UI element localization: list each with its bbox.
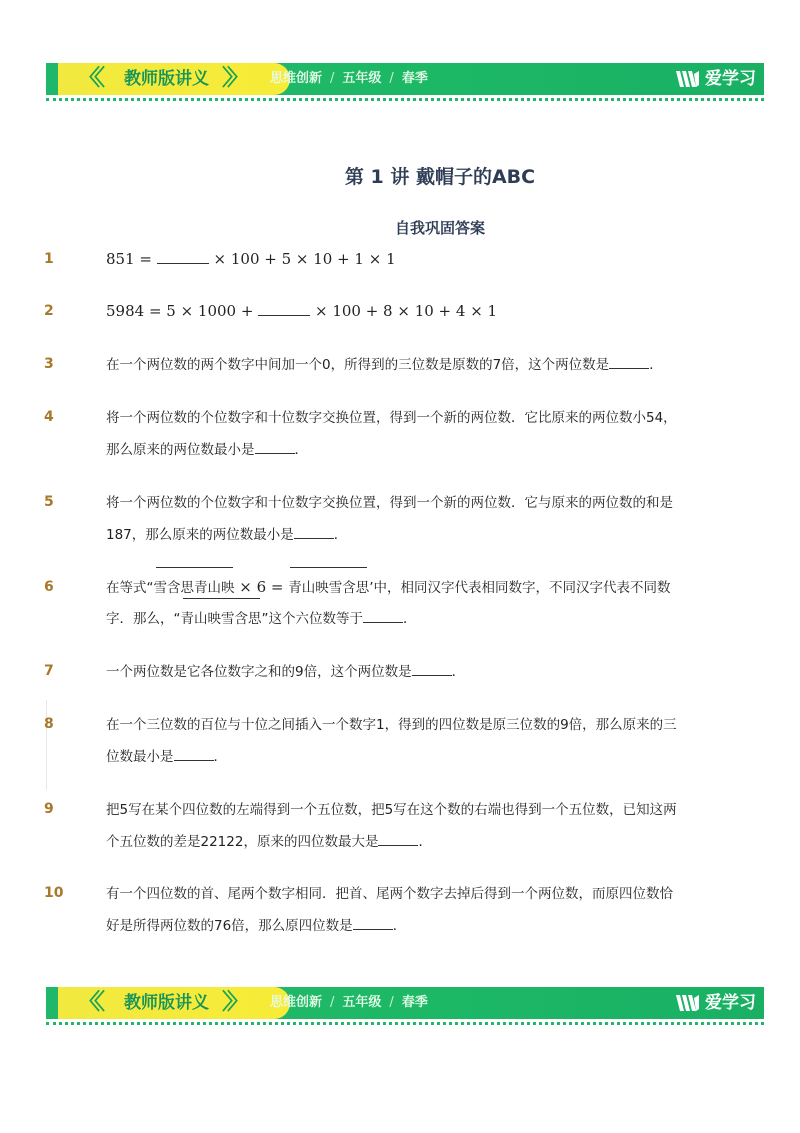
logo-text: 爱学习 [705,993,756,1013]
question-text [106,301,497,321]
double-chevron-right-icon: 〉〉 [222,66,244,91]
double-chevron-left-icon: 〈〈 [78,990,100,1015]
question-text [106,577,671,598]
overlined-number: 青山映雪含思 [180,611,262,627]
question-sentence: 个五位数的差是22122，原来的四位数最大是 [106,834,379,850]
answer-blank [255,441,295,454]
footer-divider [46,1022,764,1025]
breadcrumb-subject: 思维创新 [270,995,323,1010]
question-sentence: 在一个两位数的两个数字中间加一个0，所得到的三位数是原数的7倍，这个两位数是 [106,357,610,373]
equation-part: × 6 = [234,578,289,596]
question-end: ． [649,357,663,373]
overlined-number: 雪含思青山映 [153,580,235,596]
answer-blank [412,663,452,676]
answer-blank [378,833,418,846]
question-text [106,747,227,767]
question-text [106,832,432,852]
question-sentence: 好是所得两位数的76倍，那么原四位数是 [106,918,353,934]
question-sentence: ”这个六位数等于 [261,611,363,627]
book-stripes-icon [675,992,701,1014]
question-text [106,440,308,460]
answer-blank [353,917,393,930]
brand-label: 教师版讲义 [124,69,209,89]
question-text [106,662,465,682]
double-chevron-right-icon: 〉〉 [222,990,244,1015]
breadcrumb [270,71,428,87]
equation-part: 851 = [106,250,157,268]
breadcrumb-term: 春季 [401,71,428,86]
question-text: 将一个两位数的个位数字和十位数字交换位置，得到一个新的两位数．它比原来的两位数小54， [106,410,677,426]
equation-part: × 100 + 5 × 10 + 1 × 1 [208,250,396,268]
section-title: 自我巩固答案 [394,219,485,237]
question-sentence: 在等式“ [106,580,154,596]
breadcrumb-separator: / [389,71,394,86]
question-text [106,609,417,629]
question-number: 2 [44,303,54,319]
question-sentence: 一个两位数是它各位数字之和的9倍，这个两位数是 [106,664,412,680]
header-banner [46,63,764,95]
breadcrumb-separator: / [389,995,394,1010]
question-end: ． [333,527,348,543]
breadcrumb-term: 春季 [401,995,428,1010]
answer-blank [157,251,209,264]
question-end: ． [418,834,432,850]
question-text: 将一个两位数的个位数字和十位数字交换位置，得到一个新的两位数．它与原来的两位数的和是 [106,495,673,511]
equation-part: 5984 = 5 × 1000 + [106,302,259,320]
double-chevron-left-icon: 〈〈 [78,66,100,91]
question-text: 把5写在某个四位数的左端得到一个五位数，把5写在这个数的右端也得到一个五位数，已知这两 [106,802,677,818]
answer-blank [258,303,310,316]
question-end: ． [451,664,466,680]
breadcrumb-separator: / [330,71,335,86]
breadcrumb-subject: 思维创新 [270,71,323,86]
header-divider [46,98,764,101]
answer-blank [609,356,649,369]
question-number: 9 [44,801,54,817]
question-number: 8 [44,716,54,732]
question-number: 6 [44,579,54,595]
question-end: ． [213,749,227,765]
question-number: 3 [44,356,54,372]
answer-blank [363,610,403,623]
margin-rule [46,700,47,790]
question-end: ． [403,611,417,627]
answer-blank [174,748,214,761]
brand-label: 教师版讲义 [124,993,209,1013]
equation-part: × 100 + 8 × 10 + 4 × 1 [310,302,498,320]
question-text [106,916,406,936]
question-number: 1 [44,251,54,267]
book-stripes-icon [675,68,701,90]
question-text: 在一个三位数的百位与十位之间插入一个数字1，得到的四位数是原三位数的9倍，那么原来的三 [106,717,677,733]
overlined-number: 青山映雪含思 [288,580,370,596]
question-text [106,525,347,545]
footer-banner [46,987,764,1019]
question-number: 5 [44,494,54,510]
question-text: 有一个四位数的首、尾两个数字相同．把首、尾两个数字去掉后得到一个两位数，而原四位数恰 [106,886,673,902]
question-number: 4 [44,409,54,425]
breadcrumb-separator: / [330,995,335,1010]
breadcrumb-grade: 五年级 [342,71,382,86]
question-end: ． [392,918,407,934]
logo [675,991,756,1015]
question-number: 10 [44,885,64,901]
logo-text: 爱学习 [705,69,756,89]
answer-blank [294,526,334,539]
question-text [106,355,663,375]
question-number: 7 [44,663,54,679]
question-sentence: ’中，相同汉字代表相同数字，不同汉字代表不同数 [369,580,671,596]
question-sentence: 字．那么，“ [106,611,181,627]
question-sentence: 187，那么原来的两位数最小是 [106,527,294,543]
question-end: ． [294,442,308,458]
question-sentence: 那么原来的两位数最小是 [106,442,255,458]
question-text [106,249,396,269]
question-sentence: 位数最小是 [106,749,174,765]
lesson-title: 第 1 讲 戴帽子的ABC [344,166,536,188]
breadcrumb [270,995,428,1011]
logo [675,67,756,91]
breadcrumb-grade: 五年级 [342,995,382,1010]
